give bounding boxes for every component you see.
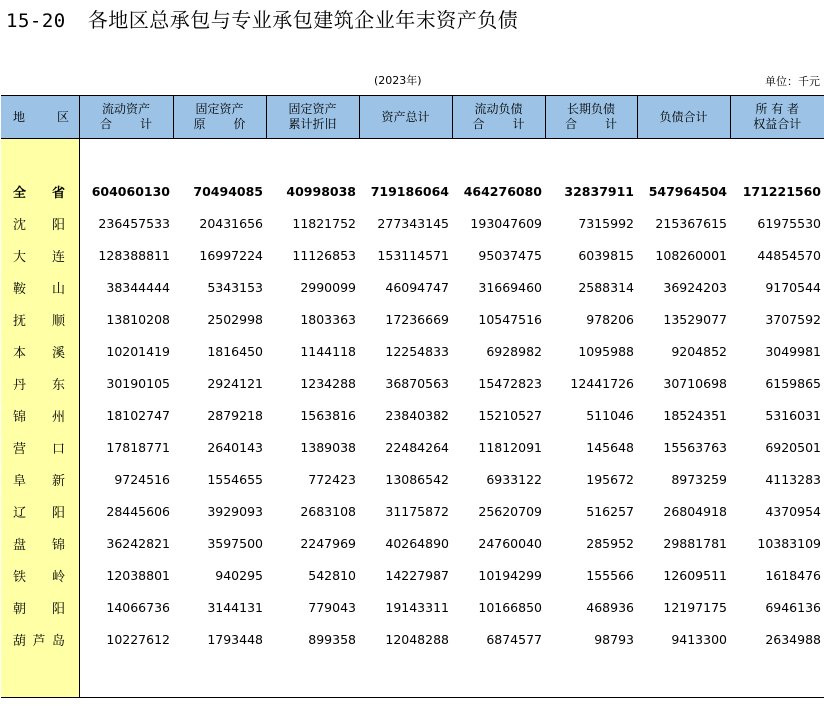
table-cell: 468936 [586,599,634,615]
table-cell: 10194299 [478,567,542,583]
table-row [1,623,824,655]
year-label: (2023年) [374,74,422,87]
unit-label: 单位：千元 [765,75,820,88]
region-name: 全 省 [1,175,79,207]
table-cell: 547964504 [648,183,727,199]
table-cell: 464276080 [463,183,542,199]
table-row [1,463,824,495]
table-cell: 1563816 [300,407,356,423]
table-cell: 15472823 [478,375,542,391]
table-cell: 604060130 [91,183,170,199]
table-cell: 10166850 [478,599,542,615]
table-cell: 3597500 [207,535,263,551]
table-cell: 2640143 [207,439,263,455]
table-cell: 511046 [586,407,634,423]
table-cell: 516257 [586,503,634,519]
table-row [1,591,824,623]
table-cell: 3707592 [765,311,821,327]
table-cell: 61975530 [757,215,821,231]
header-owners-equity: 所 有 者 权益合计 [730,96,824,139]
table-cell: 2683108 [300,503,356,519]
table-cell: 4113283 [765,471,821,487]
table-cell: 9204852 [671,343,727,359]
table-cell: 31175872 [385,503,449,519]
table-cell: 1389038 [300,439,356,455]
table-row [1,367,824,399]
table-cell: 285952 [586,535,634,551]
table-cell: 542810 [308,567,356,583]
table-cell: 10227612 [106,631,170,647]
table-row-total [1,175,824,207]
table-cell: 1816450 [207,343,263,359]
table-row [1,303,824,335]
header-region: 地 区 [1,96,79,139]
table-cell: 18524351 [663,407,727,423]
table-cell: 24760040 [478,535,542,551]
data-table [1,95,824,698]
table-cell: 22484264 [385,439,449,455]
region-name: 阜 新 [1,463,79,495]
table-cell: 6039815 [578,247,634,263]
table-cell: 6159865 [765,375,821,391]
table-cell: 277343145 [377,215,449,231]
table-row [1,335,824,367]
table-cell: 12197175 [663,599,727,615]
table-cell: 36870563 [385,375,449,391]
table-cell: 153114571 [377,247,449,263]
table-cell: 31669460 [478,279,542,295]
table-cell: 15210527 [478,407,542,423]
table-cell: 28445606 [106,503,170,519]
table-cell: 10547516 [478,311,542,327]
table-cell: 1618476 [765,567,821,583]
table-cell: 719186064 [370,183,449,199]
header-long-term-liabilities: 长期负债 合 计 [545,96,637,139]
table-cell: 8973259 [671,471,727,487]
page-title [6,4,518,33]
header-current-assets: 流动资产 合 计 [79,96,173,139]
region-name: 本 溪 [1,335,79,367]
table-cell: 215367615 [655,215,727,231]
table-cell: 193047609 [470,215,542,231]
table-row [1,527,824,559]
table-cell: 25620709 [478,503,542,519]
table-row [1,495,824,527]
table-cell: 940295 [215,567,263,583]
table-cell: 18102747 [106,407,170,423]
title-text: 各地区总承包与专业承包建筑企业年末资产负债 [87,8,519,32]
table-cell: 11126853 [292,247,356,263]
table-cell: 9413300 [671,631,727,647]
table-cell: 6933122 [486,471,542,487]
table-cell: 108260001 [655,247,727,263]
table-number: 15-20 [6,10,66,32]
header-total-assets: 资产总计 [359,96,452,139]
table-cell: 1803363 [300,311,356,327]
table-cell: 46094747 [385,279,449,295]
table-row [1,559,824,591]
table-cell: 155566 [586,567,634,583]
table-cell: 44854570 [757,247,821,263]
table-cell: 6928982 [486,343,542,359]
region-name: 营 口 [1,431,79,463]
table-cell: 14066736 [106,599,170,615]
table-cell: 26804918 [663,503,727,519]
table-cell: 16997224 [199,247,263,263]
table-cell: 30190105 [106,375,170,391]
table-cell: 15563763 [663,439,727,455]
table-cell: 899358 [308,631,356,647]
table-cell: 14227987 [385,567,449,583]
header-fixed-assets-original: 固定资产 原 价 [173,96,266,139]
table-cell: 9170544 [765,279,821,295]
table-cell: 32837911 [564,183,634,199]
table-cell: 2588314 [578,279,634,295]
table-row [1,399,824,431]
table-cell: 10383109 [757,535,821,551]
region-name: 丹 东 [1,367,79,399]
table-cell: 12048288 [385,631,449,647]
table-cell: 3144131 [207,599,263,615]
table-row [1,207,824,239]
region-name: 铁 岭 [1,559,79,591]
table-cell: 98793 [594,631,634,647]
table-cell: 30710698 [663,375,727,391]
table-cell: 9724516 [114,471,170,487]
table-cell: 7315992 [578,215,634,231]
region-name: 朝 阳 [1,591,79,623]
table-cell: 36924203 [663,279,727,295]
table-row [1,271,824,303]
table-cell: 145648 [586,439,634,455]
table-cell: 1793448 [207,631,263,647]
table-cell: 23840382 [385,407,449,423]
table-cell: 2990099 [300,279,356,295]
table-cell: 12609511 [663,567,727,583]
table-cell: 128388811 [98,247,170,263]
table-cell: 12441726 [570,375,634,391]
table-cell: 1554655 [207,471,263,487]
table-cell: 1095988 [578,343,634,359]
table-cell: 4370954 [765,503,821,519]
spacer-row [1,139,824,176]
table-cell: 12254833 [385,343,449,359]
table-cell: 5343153 [207,279,263,295]
table-cell: 36242821 [106,535,170,551]
header-accumulated-depreciation: 固定资产 累计折旧 [266,96,359,139]
table-cell: 1144118 [300,343,356,359]
header-current-liabilities: 流动负债 合 计 [452,96,545,139]
table-cell: 2247969 [300,535,356,551]
table-cell: 20431656 [199,215,263,231]
table-row [1,239,824,271]
table-cell: 6874577 [486,631,542,647]
table-cell: 38344444 [106,279,170,295]
table-cell: 40264890 [385,535,449,551]
table-cell: 6920501 [765,439,821,455]
table-cell: 95037475 [478,247,542,263]
table-cell: 40998038 [286,183,356,199]
table-cell: 5316031 [765,407,821,423]
table-cell: 19143311 [385,599,449,615]
region-name: 锦 州 [1,399,79,431]
header-row [1,96,824,139]
table-cell: 70494085 [193,183,263,199]
table-cell: 1234288 [300,375,356,391]
table-cell: 13086542 [385,471,449,487]
table-cell: 236457533 [98,215,170,231]
table-cell: 6946136 [765,599,821,615]
table-cell: 10201419 [106,343,170,359]
table-cell: 195672 [586,471,634,487]
table-cell: 29881781 [663,535,727,551]
table-cell: 13810208 [106,311,170,327]
table-cell: 779043 [308,599,356,615]
region-name: 辽 阳 [1,495,79,527]
table-row [1,431,824,463]
table-cell: 2502998 [207,311,263,327]
table-cell: 171221560 [742,183,821,199]
region-name: 大 连 [1,239,79,271]
table-cell: 17818771 [106,439,170,455]
table-cell: 2924121 [207,375,263,391]
table-cell: 11812091 [478,439,542,455]
region-name: 鞍 山 [1,271,79,303]
table-cell: 978206 [586,311,634,327]
table-cell: 2879218 [207,407,263,423]
header-total-liabilities: 负债合计 [637,96,730,139]
region-name: 盘 锦 [1,527,79,559]
table-cell: 772423 [308,471,356,487]
region-name: 沈 阳 [1,207,79,239]
spacer-row-bottom [1,655,824,698]
table-cell: 11821752 [292,215,356,231]
table-cell: 13529077 [663,311,727,327]
table-cell: 2634988 [765,631,821,647]
table-cell: 17236669 [385,311,449,327]
table-cell: 12038801 [106,567,170,583]
region-name: 抚 顺 [1,303,79,335]
region-name: 葫 芦 岛 [1,623,79,655]
table-cell: 3929093 [207,503,263,519]
table-cell: 3049981 [765,343,821,359]
